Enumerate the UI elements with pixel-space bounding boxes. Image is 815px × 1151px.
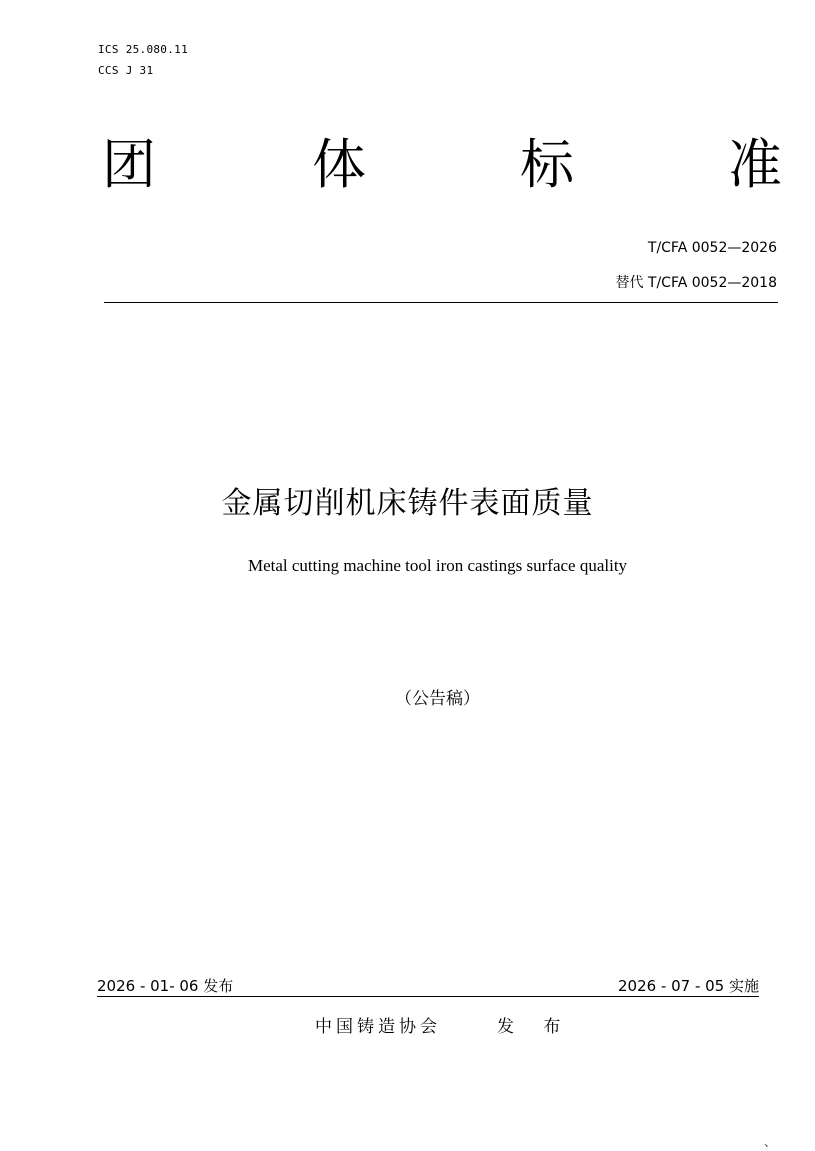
title-chinese: 金属切削机床铸件表面质量 <box>221 486 594 521</box>
footer-divider <box>97 996 759 997</box>
draft-status: （公告稿） <box>395 689 480 709</box>
doc-type-char: 标 <box>520 133 574 196</box>
doc-type-char: 团 <box>102 133 156 196</box>
standard-number: T/CFA 0052—2026 <box>647 240 777 256</box>
title-english: Metal cutting machine tool iron castings surface quality <box>247 556 628 575</box>
publisher-name: 中国铸造协会 <box>315 1017 441 1037</box>
ccs-code: CCS J 31 <box>98 64 154 77</box>
corner-mark: 、 <box>764 1135 777 1149</box>
replaced-standard: 替代 T/CFA 0052—2018 <box>615 275 777 291</box>
doc-type-char: 准 <box>728 133 782 196</box>
implementation-date: 2026 - 07 - 05 实施 <box>617 977 759 995</box>
ics-code: ICS 25.080.11 <box>98 43 188 56</box>
header-divider <box>104 302 778 303</box>
publish-label: 发 布 <box>497 1017 573 1037</box>
issue-date: 2026 - 01- 06 发布 <box>97 977 234 995</box>
doc-type-char: 体 <box>312 133 366 196</box>
